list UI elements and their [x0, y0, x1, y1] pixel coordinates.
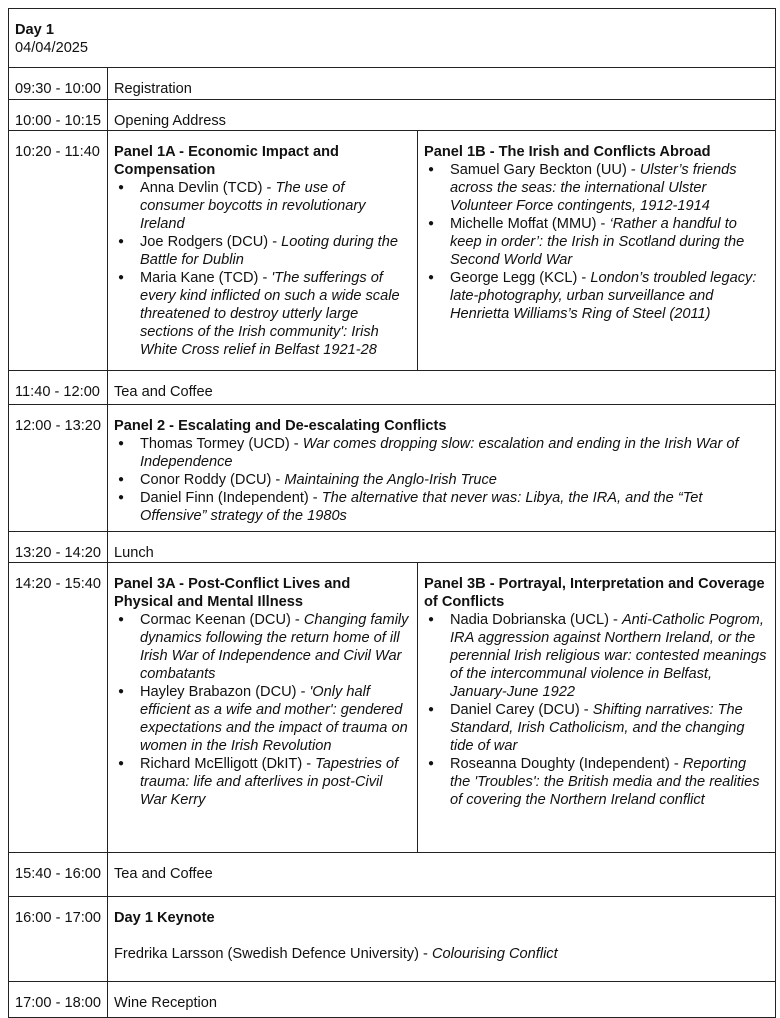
talk-title: ‘Rather a handful to keep in order’: the Irish in Scotland during the Second World War	[450, 216, 745, 268]
talk-title: Looting during the Battle for Dublin	[140, 234, 398, 268]
talk-list	[114, 435, 769, 525]
time-cell: 10:20 - 11:40	[9, 131, 108, 371]
time-cell: 14:20 - 15:40	[9, 563, 108, 853]
talk-title: Maintaining the Anglo-Irish Truce	[284, 472, 497, 488]
time-cell: 15:40 - 16:00	[9, 853, 108, 897]
talk-title: War comes dropping slow: escalation and ending in the Irish War of Independence	[140, 436, 739, 470]
programme-table	[8, 8, 776, 1018]
talk-item	[424, 161, 769, 215]
talk-speaker: Conor Roddy (DCU) -	[140, 472, 285, 488]
talk-item	[424, 611, 769, 701]
talk-speaker: Anna Devlin (TCD) -	[140, 180, 276, 196]
session-label: Opening Address	[108, 100, 776, 131]
schedule-row-registration	[9, 68, 776, 100]
keynote-cell	[108, 897, 776, 982]
panel-title: Panel 3A - Post-Conflict Lives and Physical and Mental Illness	[114, 576, 351, 610]
talk-speaker: Thomas Tormey (UCD) -	[140, 436, 303, 452]
talk-item	[114, 489, 769, 525]
talk-speaker: Daniel Finn (Independent) -	[140, 490, 322, 506]
talk-speaker: Joe Rodgers (DCU) -	[140, 234, 282, 250]
talk-speaker: Hayley Brabazon (DCU) -	[140, 684, 310, 700]
talk-title: Reporting the 'Troubles': the British media and the realities of covering the Northern Ireland conflict	[450, 756, 760, 808]
talk-title: Tapestries of trauma: life and afterlives in post-Civil War Kerry	[140, 756, 399, 808]
session-label: Lunch	[108, 532, 776, 563]
keynote-talk: Colourising Conflict	[431, 946, 558, 962]
day-title: Day 1	[15, 22, 54, 38]
panel-3a	[108, 563, 418, 853]
talk-title: Anti-Catholic Pogrom, IRA aggression against Northern Ireland, or the perennial Irish religious war: contested meanings of the intercommunal violence in Belfast, January-June 1922	[450, 612, 767, 700]
time-cell: 17:00 - 18:00	[9, 982, 108, 1018]
session-label: Tea and Coffee	[108, 853, 776, 897]
talk-list	[114, 611, 411, 809]
talk-speaker: Cormac Keenan (DCU) -	[140, 612, 304, 628]
talk-title: Changing family dynamics following the return home of ill Irish War of Independence and Civil War combatants	[140, 612, 409, 682]
talk-speaker: Roseanna Doughty (Independent) -	[450, 756, 683, 772]
talk-speaker: Richard McElligott (DkIT) -	[140, 756, 316, 772]
session-label: Tea and Coffee	[108, 371, 776, 405]
schedule-row-tea1	[9, 371, 776, 405]
talk-title: Ulster’s friends across the seas: the international Ulster Volunteer Force contingents, 1912-1914	[450, 162, 737, 214]
time-cell: 13:20 - 14:20	[9, 532, 108, 563]
talk-item	[114, 233, 411, 269]
talk-item	[114, 435, 769, 471]
talk-title: Shifting narratives: The Standard, Irish Catholicism, and the changing tide of war	[450, 702, 745, 754]
talk-speaker: Maria Kane (TCD) -	[140, 270, 272, 286]
talk-speaker: Michelle Moffat (MMU) -	[450, 216, 610, 232]
panel-1b	[418, 131, 776, 371]
schedule-row-opening	[9, 100, 776, 131]
panel-2	[108, 405, 776, 532]
panel-1a	[108, 131, 418, 371]
time-cell: 11:40 - 12:00	[9, 371, 108, 405]
panel-title: Panel 2 - Escalating and De-escalating Conflicts	[114, 418, 447, 434]
talk-list	[424, 161, 769, 323]
schedule-row-tea2	[9, 853, 776, 897]
talk-list	[424, 611, 769, 809]
talk-item	[114, 755, 411, 809]
schedule-row-keynote	[9, 897, 776, 982]
schedule-row-panel3	[9, 563, 776, 853]
talk-speaker: Nadia Dobrianska (UCL) -	[450, 612, 622, 628]
talk-item	[424, 755, 769, 809]
day-header-row	[9, 9, 776, 68]
keynote-title: Day 1 Keynote	[114, 910, 215, 926]
time-cell: 09:30 - 10:00	[9, 68, 108, 100]
talk-list	[114, 179, 411, 359]
talk-title: 'Only half efficient as a wife and mother': gendered expectations and the impact of trauma on women in the Irish Revolution	[140, 684, 408, 754]
talk-item	[114, 179, 411, 233]
keynote-speaker: Fredrika Larsson (Swedish Defence University) -	[114, 946, 432, 962]
session-label: Registration	[108, 68, 776, 100]
session-label: Wine Reception	[108, 982, 776, 1018]
schedule-row-panel1	[9, 131, 776, 371]
talk-item	[114, 683, 411, 755]
talk-speaker: Daniel Carey (DCU) -	[450, 702, 593, 718]
schedule-row-panel2	[9, 405, 776, 532]
time-cell: 12:00 - 13:20	[9, 405, 108, 532]
panel-title: Panel 1A - Economic Impact and Compensation	[114, 144, 339, 178]
day-date: 04/04/2025	[15, 40, 89, 56]
time-cell: 10:00 - 10:15	[9, 100, 108, 131]
talk-item	[114, 471, 769, 489]
schedule-row-lunch	[9, 532, 776, 563]
talk-title: The alternative that never was: Libya, the IRA, and the “Tet Offensive” strategy of the 1980s	[140, 490, 703, 524]
talk-title: London’s troubled legacy: late-photography, urban surveillance and Henrietta Williams’s Ring of Steel (2011)	[450, 270, 757, 322]
talk-item	[424, 701, 769, 755]
talk-item	[114, 269, 411, 359]
panel-title: Panel 1B - The Irish and Conflicts Abroad	[424, 144, 711, 160]
talk-title: The use of consumer boycotts in revolutionary Ireland	[140, 180, 366, 232]
talk-speaker: Samuel Gary Beckton (UU) -	[450, 162, 640, 178]
talk-item	[424, 215, 769, 269]
talk-speaker: George Legg (KCL) -	[450, 270, 591, 286]
talk-item	[114, 611, 411, 683]
panel-title: Panel 3B - Portrayal, Interpretation and Coverage of Conflicts	[424, 576, 765, 610]
talk-item	[424, 269, 769, 323]
talk-title: 'The sufferings of every kind inflicted on such a wide scale threatened to destroy utterly large sections of the Irish community': Irish White Cross relief in Belfast 1921-28	[140, 270, 400, 358]
time-cell: 16:00 - 17:00	[9, 897, 108, 982]
panel-3b	[418, 563, 776, 853]
